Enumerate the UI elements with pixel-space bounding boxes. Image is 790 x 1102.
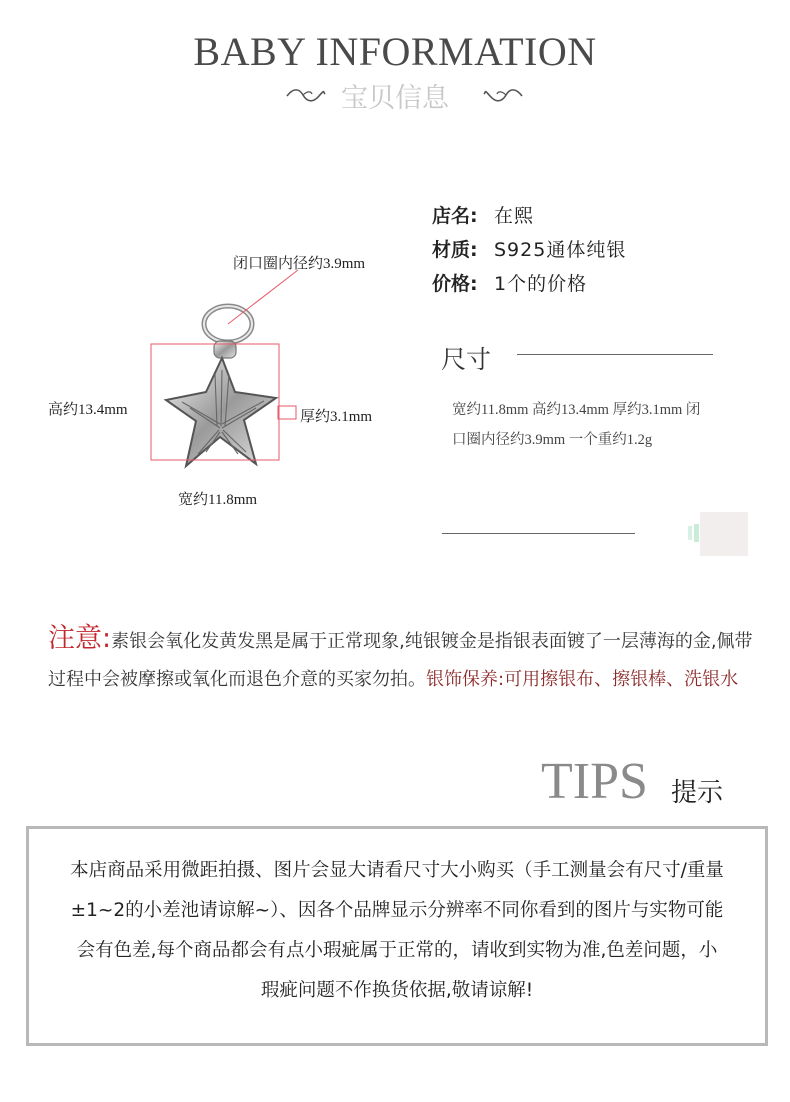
page-subtitle: 宝贝信息: [341, 83, 449, 114]
tips-box: [26, 826, 768, 1046]
info-price: [432, 269, 587, 296]
size-description: 宽约11.8mm 高约13.4mm 厚约3.1mm 闭口圈内径约3.9mm 一个重约1.2g: [452, 402, 701, 448]
size-divider: [517, 354, 713, 355]
decorative-thumbnail: [686, 512, 748, 556]
info-price-value: 1个的价格: [494, 273, 588, 295]
info-material: [432, 235, 626, 262]
product-illustration: [20, 240, 420, 540]
subtitle-block: [0, 76, 790, 116]
thickness-label: 厚约3.1mm: [300, 409, 373, 425]
notice-paragraph: [48, 620, 760, 699]
info-material-value: S925通体纯银: [494, 239, 627, 261]
ring-diameter-label: 闭口圈内径约3.9mm: [233, 256, 366, 272]
care-instructions: 银饰保养:可用擦银布、擦银棒、洗银水: [426, 669, 739, 690]
info-shop-value: 在熙: [494, 205, 535, 227]
tips-title-cn: 提示: [671, 778, 724, 808]
tips-body: 本店商品采用微距拍摄、图片会显大请看尺寸大小购买（手工测量会有尺寸/重量±1~2的小差池请谅解~）、因各个品牌显示分辨率不同你看到的图片与实物可能会有色差,每个商品都会有点小瑕疵属于正常的，请收到实物为准,色差问题，小瑕疵问题不作换货依据,敬请谅解!: [70, 860, 724, 1001]
info-material-key: 材质:: [432, 239, 478, 261]
notice-body: 素银会氧化发黄发黑是属于正常现象,纯银镀金是指银表面镀了一层薄海的金,佩带过程中会被摩擦或氧化而退色介意的买家勿拍。: [48, 631, 753, 690]
size-heading: 尺寸: [441, 345, 492, 374]
tips-title: TIPS: [541, 753, 648, 810]
info-shop-key: 店名:: [432, 205, 478, 227]
width-label: 宽约11.8mm: [178, 492, 258, 508]
size-bottom-divider: [442, 533, 635, 534]
info-price-key: 价格:: [432, 273, 478, 295]
page-title: BABY INFORMATION: [193, 29, 597, 74]
height-label: 高约13.4mm: [48, 402, 128, 418]
info-shop: [432, 201, 534, 228]
notice-label: 注意:: [48, 623, 112, 654]
flourish-right-icon: [482, 88, 524, 104]
